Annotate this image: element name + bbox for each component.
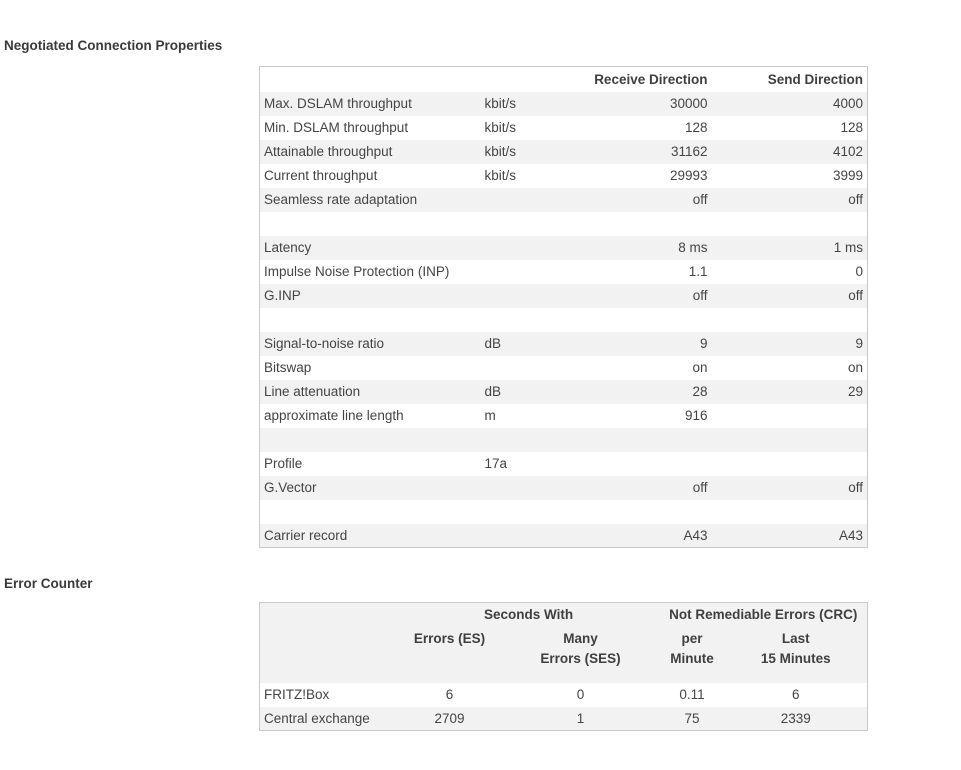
connection-properties-table	[259, 66, 868, 548]
error-counter-table	[259, 602, 868, 731]
cell-label: Attainable throughput	[264, 144, 393, 159]
header-errors-es-text: Errors (ES)	[413, 630, 486, 646]
cell-send: 1 ms	[833, 240, 863, 255]
cell-label: Current throughput	[264, 168, 378, 183]
cell-unit	[481, 188, 581, 212]
cell-label	[260, 428, 481, 452]
error-header-label	[260, 627, 398, 683]
cell-label: G.INP	[264, 288, 301, 303]
header-ses-line1: Many	[563, 630, 598, 646]
cell-unit	[481, 308, 581, 332]
header-last-line2: 15 Minutes	[760, 650, 831, 666]
cell-receive	[581, 308, 712, 332]
table-row	[260, 356, 868, 380]
cell-receive: off	[692, 288, 708, 303]
cell-receive: 8 ms	[678, 240, 708, 255]
table-row	[260, 524, 868, 548]
cell-receive: off	[692, 192, 708, 207]
cell-send: A43	[838, 527, 863, 543]
error-header-group-row	[260, 603, 868, 627]
cell-send: 0	[855, 264, 863, 279]
error-header-empty	[260, 603, 398, 627]
cell-receive	[581, 428, 712, 452]
header-errors-es	[398, 627, 502, 683]
cell-last-15: 6	[792, 687, 800, 702]
cell-unit: dB	[484, 336, 502, 351]
cell-receive	[581, 500, 712, 524]
table-row	[260, 164, 868, 188]
cell-label	[260, 500, 481, 524]
cell-send: 3999	[832, 168, 863, 183]
table-row	[260, 380, 868, 404]
cell-label: Line attenuation	[264, 384, 361, 399]
table-row	[260, 284, 868, 308]
cell-send: 4000	[832, 96, 863, 111]
cell-receive: on	[692, 360, 708, 375]
cell-label: Carrier record	[264, 527, 348, 543]
cell-send: 128	[840, 120, 863, 135]
cell-receive	[581, 212, 712, 236]
cell-unit: kbit/s	[484, 144, 517, 159]
header-many-errors-ses	[502, 627, 660, 683]
cell-label: Seamless rate adaptation	[264, 192, 418, 207]
cell-es: 2709	[434, 710, 465, 726]
cell-label: Min. DSLAM throughput	[264, 120, 409, 135]
cell-receive: A43	[683, 527, 708, 543]
header-unit	[481, 67, 581, 92]
header-send-direction: Send Direction	[767, 71, 863, 87]
cell-receive: 30000	[669, 96, 708, 111]
table-header-row	[260, 67, 868, 92]
cell-send: 4102	[832, 144, 863, 159]
cell-label: Bitswap	[264, 360, 312, 375]
cell-unit	[481, 260, 581, 284]
cell-unit: kbit/s	[484, 120, 517, 135]
cell-receive: 128	[684, 120, 708, 135]
cell-receive: 31162	[670, 144, 708, 159]
cell-label	[260, 308, 481, 332]
table-row	[260, 707, 868, 731]
table-row	[260, 188, 868, 212]
table-row	[260, 500, 868, 524]
cell-send: off	[848, 480, 863, 495]
cell-unit: kbit/s	[484, 168, 517, 183]
cell-unit	[481, 284, 581, 308]
table-row	[260, 236, 868, 260]
header-seconds-with: Seconds With	[483, 606, 574, 622]
header-per-line2: Minute	[670, 650, 714, 666]
cell-unit	[481, 428, 581, 452]
table-row	[260, 260, 868, 284]
cell-receive: 916	[684, 408, 708, 423]
cell-label: Latency	[264, 240, 312, 255]
cell-label: Impulse Noise Protection (INP)	[264, 264, 450, 279]
table-row	[260, 404, 868, 428]
header-last-line1: Last	[781, 630, 810, 646]
header-receive-direction: Receive Direction	[594, 71, 708, 87]
cell-receive: 1.1	[688, 264, 708, 279]
cell-unit: dB	[484, 384, 502, 399]
cell-send	[712, 500, 868, 524]
table-row	[260, 212, 868, 236]
header-ses-line2: Errors (SES)	[540, 650, 621, 666]
cell-receive: 9	[699, 336, 708, 351]
cell-es: 6	[445, 687, 454, 702]
cell-send	[712, 212, 868, 236]
cell-send	[712, 404, 868, 428]
table-row	[260, 92, 868, 116]
table-row	[260, 476, 868, 500]
cell-unit	[481, 524, 581, 548]
cell-unit: m	[484, 408, 496, 423]
cell-ses: 0	[576, 687, 585, 702]
cell-last-15: 2339	[780, 710, 811, 726]
table-row	[260, 683, 868, 707]
cell-unit	[481, 356, 581, 380]
header-not-remediable-errors: Not Remediable Errors (CRC)	[669, 606, 858, 622]
cell-unit: kbit/s	[484, 96, 517, 111]
table-row	[260, 308, 868, 332]
cell-unit	[481, 212, 581, 236]
table-row	[260, 428, 868, 452]
cell-send: on	[847, 360, 863, 375]
header-last-15-minutes	[725, 627, 868, 683]
section-title-error-counter: Error Counter	[4, 576, 93, 591]
cell-send: off	[848, 192, 863, 207]
table-row	[260, 116, 868, 140]
cell-unit	[481, 476, 581, 500]
cell-send: 9	[855, 336, 863, 351]
header-per-minute	[660, 627, 725, 683]
cell-label: Signal-to-noise ratio	[264, 336, 385, 351]
table-row	[260, 332, 868, 356]
cell-ses: 1	[576, 710, 585, 726]
cell-label	[260, 212, 481, 236]
cell-send	[712, 452, 868, 476]
cell-label: FRITZ!Box	[264, 687, 330, 702]
cell-send	[712, 308, 868, 332]
cell-unit	[481, 236, 581, 260]
table-row	[260, 452, 868, 476]
cell-receive: off	[692, 480, 708, 495]
cell-receive	[581, 452, 712, 476]
header-label	[260, 67, 481, 92]
cell-per-minute: 0.11	[679, 687, 705, 702]
cell-receive: 29993	[669, 168, 708, 183]
cell-per-minute: 75	[684, 710, 700, 726]
cell-label: Central exchange	[264, 710, 370, 726]
cell-send: 29	[847, 384, 863, 399]
cell-unit: 17a	[484, 456, 508, 471]
cell-unit	[481, 500, 581, 524]
error-header-column-row	[260, 627, 868, 683]
header-per-line1: per	[681, 630, 703, 646]
cell-label: Max. DSLAM throughput	[264, 96, 412, 111]
cell-label: G.Vector	[264, 480, 317, 495]
section-title-connection-properties: Negotiated Connection Properties	[4, 38, 223, 53]
cell-send: off	[848, 288, 863, 303]
cell-receive: 28	[692, 384, 708, 399]
cell-send	[712, 428, 868, 452]
cell-label: Profile	[264, 456, 303, 471]
table-row	[260, 140, 868, 164]
cell-label: approximate line length	[264, 408, 404, 423]
